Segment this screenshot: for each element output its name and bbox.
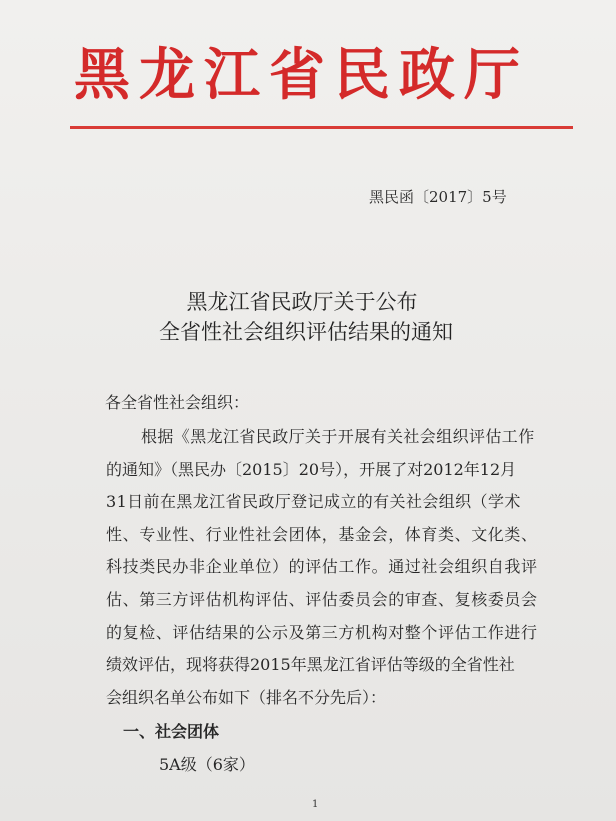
body-line: 根据《黑龙江省民政厅关于开展有关社会组织评估工作: [141, 427, 535, 446]
notice-title-line-2: 全省性社会组织评估结果的通知: [159, 320, 453, 344]
body-line: 的复检、评估结果的公示及第三方机构对整个评估工作进行: [106, 623, 538, 642]
notice-title-line-1: 黑龙江省民政厅关于公布: [186, 290, 418, 314]
body-line: 科技类民办非企业单位）的评估工作。通过社会组织自我评: [106, 557, 538, 576]
subsection-heading: 5A级（6家）: [159, 755, 255, 774]
body-line: 31日前在黑龙江省民政厅登记成立的有关社会组织（学术: [106, 492, 521, 511]
body-line: 会组织名单公布如下（排名不分先后）：: [106, 688, 387, 707]
salutation: 各全省性社会组织：: [105, 393, 250, 412]
header-red-rule: [70, 126, 573, 129]
org-header-title: 黑龙江省民政厅: [74, 42, 529, 108]
body-line: 绩效评估，现将获得2015年黑龙江省评估等级的全省性社: [106, 655, 515, 674]
body-line: 性、专业性、行业性社会团体，基金会，体育类、文化类、: [106, 525, 538, 544]
section-heading: 一、社会团体: [123, 722, 220, 741]
body-line: 估、第三方评估机构评估、评估委员会的审查、复核委员会: [106, 590, 538, 609]
body-line: 的通知》（黑民办〔2015〕20号），开展了对2012年12月: [106, 460, 517, 479]
document-number: 黑民函〔2017〕5号: [369, 188, 507, 206]
page-number: 1: [312, 799, 319, 810]
